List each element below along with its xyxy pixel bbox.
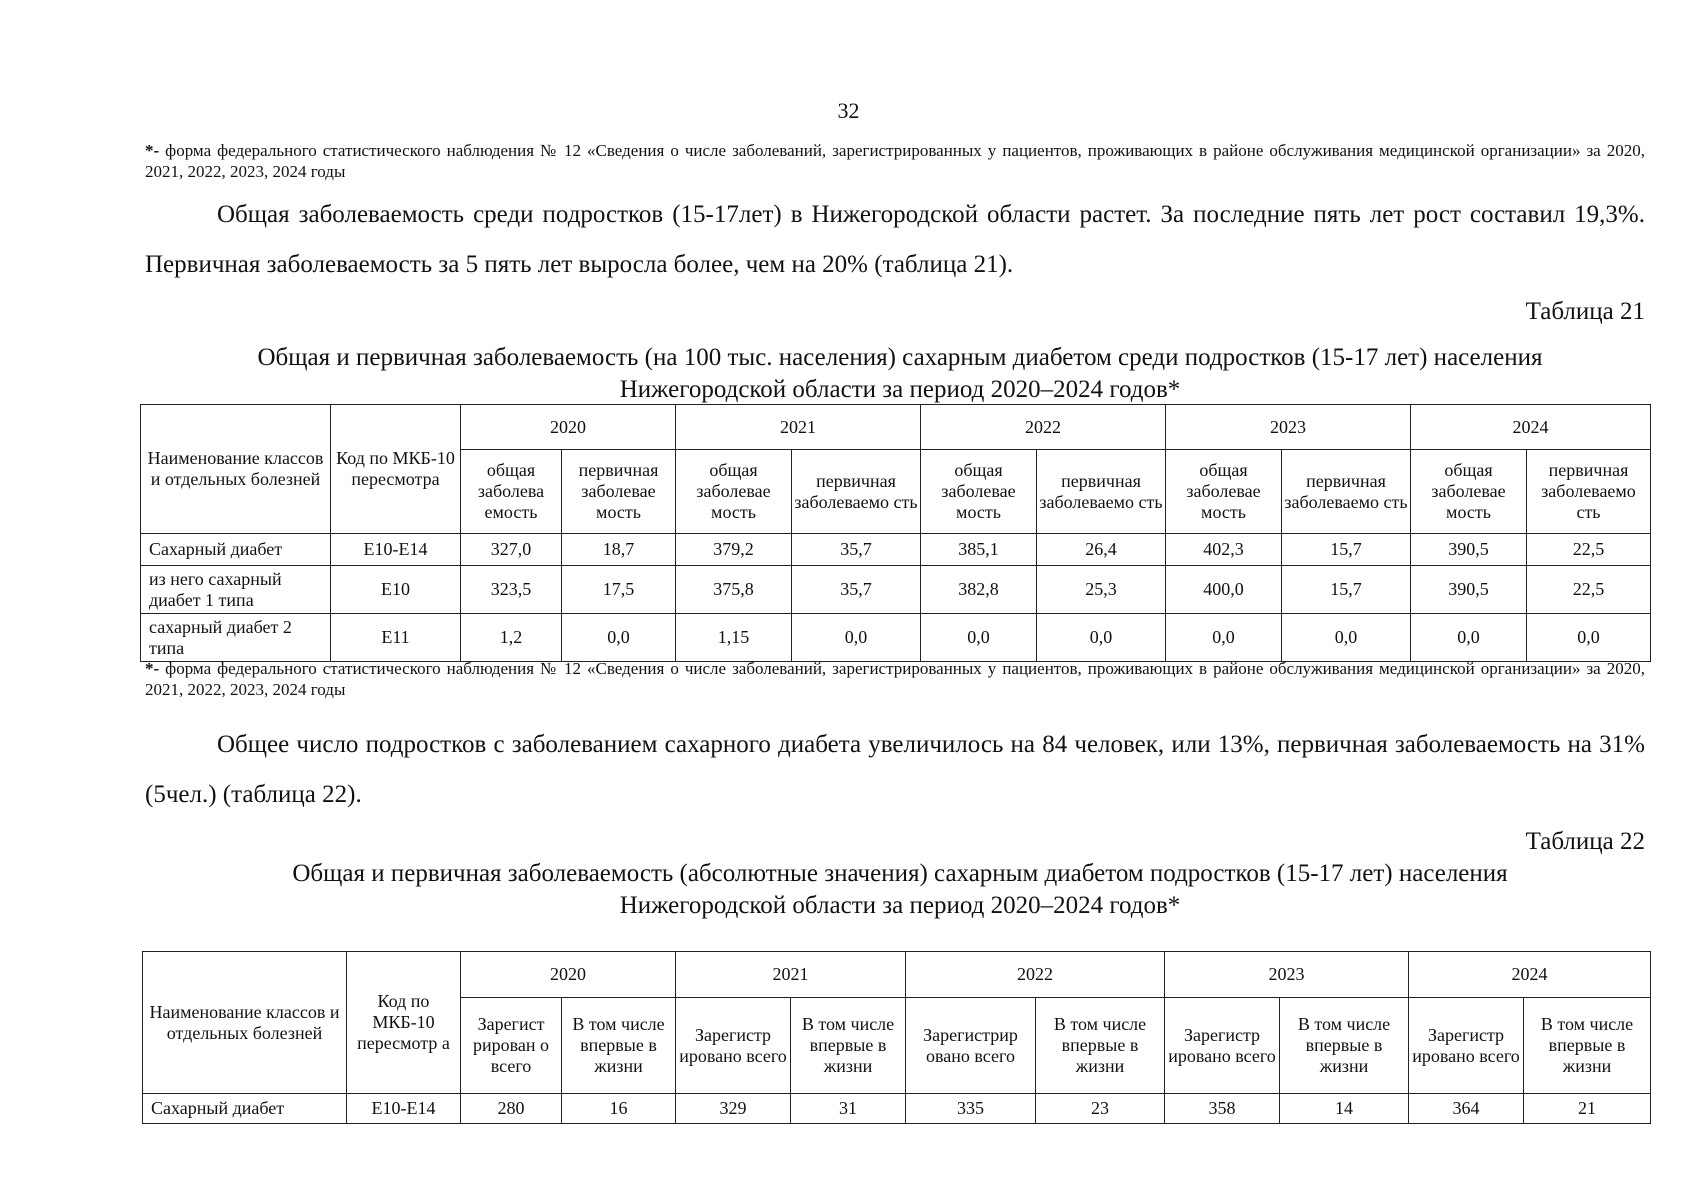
header-year: 2021	[676, 952, 906, 998]
cell: 26,4	[1037, 534, 1166, 566]
table-22-caption-line1: Общая и первичная заболеваемость (абсолютные значения) сахарным диабетом подростков (15-17 лет) населения	[292, 860, 1508, 887]
subheader: первичная заболеваемо сть	[1037, 450, 1166, 534]
cell: 402,3	[1166, 534, 1282, 566]
cell: 385,1	[921, 534, 1037, 566]
header-code: Код по МКБ-10 пересмотр а	[347, 952, 461, 1094]
table-21	[140, 404, 1651, 662]
cell: 400,0	[1166, 566, 1282, 614]
table-21-caption	[145, 342, 1655, 406]
header-year: 2021	[676, 405, 921, 450]
table-row	[141, 614, 1651, 662]
cell: 25,3	[1037, 566, 1166, 614]
header-year: 2022	[906, 952, 1165, 998]
subheader: В том числе впервые в жизни	[1280, 998, 1409, 1094]
row-code: Е10	[331, 566, 461, 614]
cell: 364	[1409, 1094, 1524, 1124]
cell: 17,5	[562, 566, 676, 614]
footnote-mid	[145, 658, 1645, 700]
cell: 0,0	[792, 614, 921, 662]
subheader: В том числе впервые в жизни	[1036, 998, 1165, 1094]
subheader: Зарегистр ировано всего	[1409, 998, 1524, 1094]
cell: 390,5	[1411, 566, 1527, 614]
paragraph-2: Общее число подростков с заболеванием сахарного диабета увеличилось на 84 человек, или 13%, первичная заболеваемость на 31% (5чел.) (таблица 22).	[145, 731, 1645, 808]
footnote-star: *-	[145, 659, 160, 678]
table-row	[143, 1094, 1651, 1124]
subheader: В том числе впервые в жизни	[562, 998, 676, 1094]
cell: 35,7	[792, 534, 921, 566]
row-name: Сахарный диабет	[141, 534, 331, 566]
cell: 35,7	[792, 566, 921, 614]
header-year: 2020	[461, 405, 676, 450]
header-year: 2023	[1165, 952, 1409, 998]
cell: 379,2	[676, 534, 792, 566]
cell: 22,5	[1527, 534, 1651, 566]
subheader: общая заболевае мость	[1411, 450, 1527, 534]
table-22	[142, 951, 1651, 1124]
footnote-text: форма федерального статистического наблюдения № 12 «Сведения о числе заболеваний, зарегистрированных у пациентов, проживающих в районе обслуживания медицинской организации» за 2020, 2021, 2022, 2023, 2024 годы	[145, 141, 1645, 181]
header-year: 2023	[1166, 405, 1411, 450]
cell: 18,7	[562, 534, 676, 566]
row-code: Е11	[331, 614, 461, 662]
table-21-number: Таблица 21	[1525, 298, 1645, 325]
cell: 323,5	[461, 566, 562, 614]
subheader: общая заболева емость	[461, 450, 562, 534]
cell: 14	[1280, 1094, 1409, 1124]
subheader: первичная заболеваемо сть	[792, 450, 921, 534]
table-22-caption	[145, 858, 1655, 922]
cell: 15,7	[1282, 534, 1411, 566]
subheader: первичная заболевае мость	[562, 450, 676, 534]
cell: 327,0	[461, 534, 562, 566]
cell: 21	[1524, 1094, 1651, 1124]
cell: 280	[461, 1094, 562, 1124]
page-number: 32	[837, 98, 860, 123]
cell: 1,2	[461, 614, 562, 662]
cell: 0,0	[1037, 614, 1166, 662]
cell: 335	[906, 1094, 1036, 1124]
footnote-star: *-	[145, 141, 160, 160]
cell: 16	[562, 1094, 676, 1124]
row-code: Е10-Е14	[331, 534, 461, 566]
header-name: Наименование классов и отдельных болезней	[141, 405, 331, 534]
subheader: Зарегистрир овано всего	[906, 998, 1036, 1094]
cell: 22,5	[1527, 566, 1651, 614]
header-year: 2020	[461, 952, 676, 998]
subheader: Зарегистр ировано всего	[1165, 998, 1280, 1094]
header-year: 2022	[921, 405, 1166, 450]
cell: 0,0	[1527, 614, 1651, 662]
cell: 382,8	[921, 566, 1037, 614]
header-name: Наименование классов и отдельных болезней	[143, 952, 347, 1094]
subheader: Зарегистр ировано всего	[676, 998, 791, 1094]
cell: 0,0	[1282, 614, 1411, 662]
cell: 0,0	[1166, 614, 1282, 662]
cell: 375,8	[676, 566, 792, 614]
cell: 23	[1036, 1094, 1165, 1124]
subheader: В том числе впервые в жизни	[791, 998, 906, 1094]
header-code: Код по МКБ-10 пересмотра	[331, 405, 461, 534]
subheader: В том числе впервые в жизни	[1524, 998, 1651, 1094]
cell: 329	[676, 1094, 791, 1124]
subheader: первичная заболеваемо сть	[1527, 450, 1651, 534]
subheader: общая заболевае мость	[1166, 450, 1282, 534]
row-name: из него сахарный диабет 1 типа	[141, 566, 331, 614]
row-name: сахарный диабет 2 типа	[141, 614, 331, 662]
cell: 31	[791, 1094, 906, 1124]
cell: 390,5	[1411, 534, 1527, 566]
header-year: 2024	[1409, 952, 1651, 998]
cell: 0,0	[562, 614, 676, 662]
footnote-text: форма федерального статистического наблюдения № 12 «Сведения о числе заболеваний, зарегистрированных у пациентов, проживающих в районе обслуживания медицинской организации» за 2020, 2021, 2022, 2023, 2024 годы	[145, 659, 1645, 699]
table-21-caption-line1: Общая и первичная заболеваемость (на 100 тыс. населения) сахарным диабетом среди подростков (15-17 лет) населения	[257, 344, 1543, 371]
table-21-caption-line2: Нижегородской области за период 2020–2024 годов*	[619, 376, 1181, 403]
header-year: 2024	[1411, 405, 1651, 450]
subheader: общая заболевае мость	[921, 450, 1037, 534]
cell: 15,7	[1282, 566, 1411, 614]
footnote-top	[145, 140, 1645, 182]
cell: 358	[1165, 1094, 1280, 1124]
cell: 0,0	[921, 614, 1037, 662]
row-name: Сахарный диабет	[143, 1094, 347, 1124]
subheader: первичная заболеваемо сть	[1282, 450, 1411, 534]
cell: 0,0	[1411, 614, 1527, 662]
cell: 1,15	[676, 614, 792, 662]
subheader: Зарегист рирован о всего	[461, 998, 562, 1094]
table-22-caption-line2: Нижегородской области за период 2020–2024 годов*	[619, 892, 1181, 919]
table-22-number: Таблица 22	[1525, 828, 1645, 855]
subheader: общая заболевае мость	[676, 450, 792, 534]
table-row	[141, 534, 1651, 566]
table-row	[141, 566, 1651, 614]
row-code: Е10-Е14	[347, 1094, 461, 1124]
paragraph-1: Общая заболеваемость среди подростков (15-17лет) в Нижегородской области растет. За последние пять лет рост составил 19,3%. Первичная заболеваемость за 5 пять лет выросла более, чем на 20% (таблица 21).	[145, 201, 1645, 278]
